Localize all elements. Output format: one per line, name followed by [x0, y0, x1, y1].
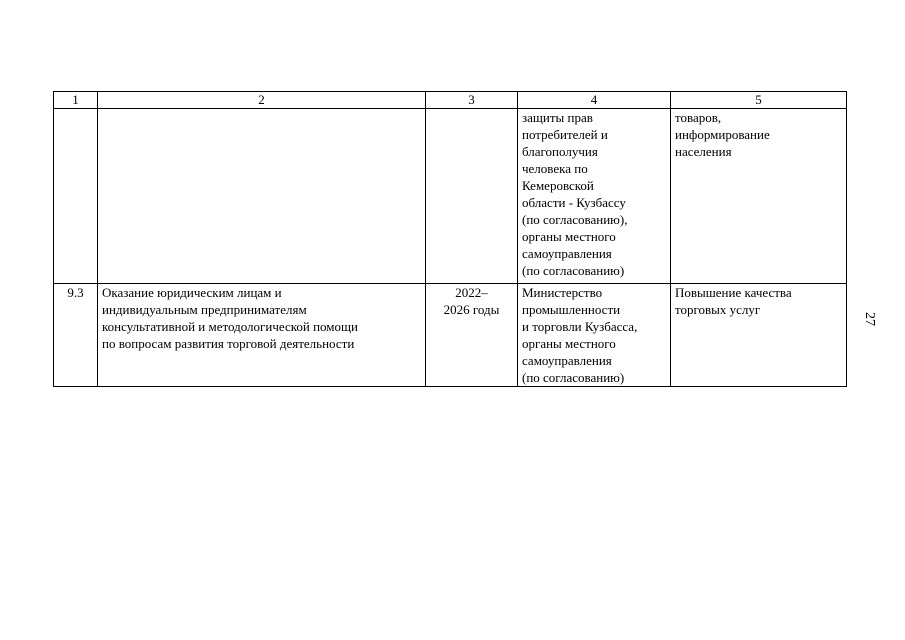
result-cell: Повышение качества торговых услуг [671, 284, 847, 387]
page-number: 27 [862, 312, 877, 326]
executors-cell: защиты прав потребителей и благополучия человека по Кемеровской области - Кузбассу (по согласованию), органы местного самоуправления (по согласованию) [518, 109, 671, 284]
table-header-row [54, 92, 847, 109]
executors-cell: Министерство промышленности и торговли Кузбасса, органы местного самоуправления (по согласованию) [518, 284, 671, 387]
years-cell: 2022– 2026 годы [426, 284, 518, 387]
description-cell: Оказание юридическим лицам и индивидуальным предпринимателям консультативной и методологической помощи по вопросам развития торговой деятельности [98, 284, 426, 387]
header-cell-3: 3 [426, 92, 518, 109]
row-number-cell: 9.3 [54, 284, 98, 387]
header-cell-5: 5 [671, 92, 847, 109]
table-row [54, 284, 847, 387]
description-cell [98, 109, 426, 284]
result-cell: товаров, информирование населения [671, 109, 847, 284]
row-number-cell [54, 109, 98, 284]
header-cell-1: 1 [54, 92, 98, 109]
document-table [53, 91, 847, 387]
years-cell [426, 109, 518, 284]
table-row [54, 109, 847, 284]
header-cell-4: 4 [518, 92, 671, 109]
header-cell-2: 2 [98, 92, 426, 109]
